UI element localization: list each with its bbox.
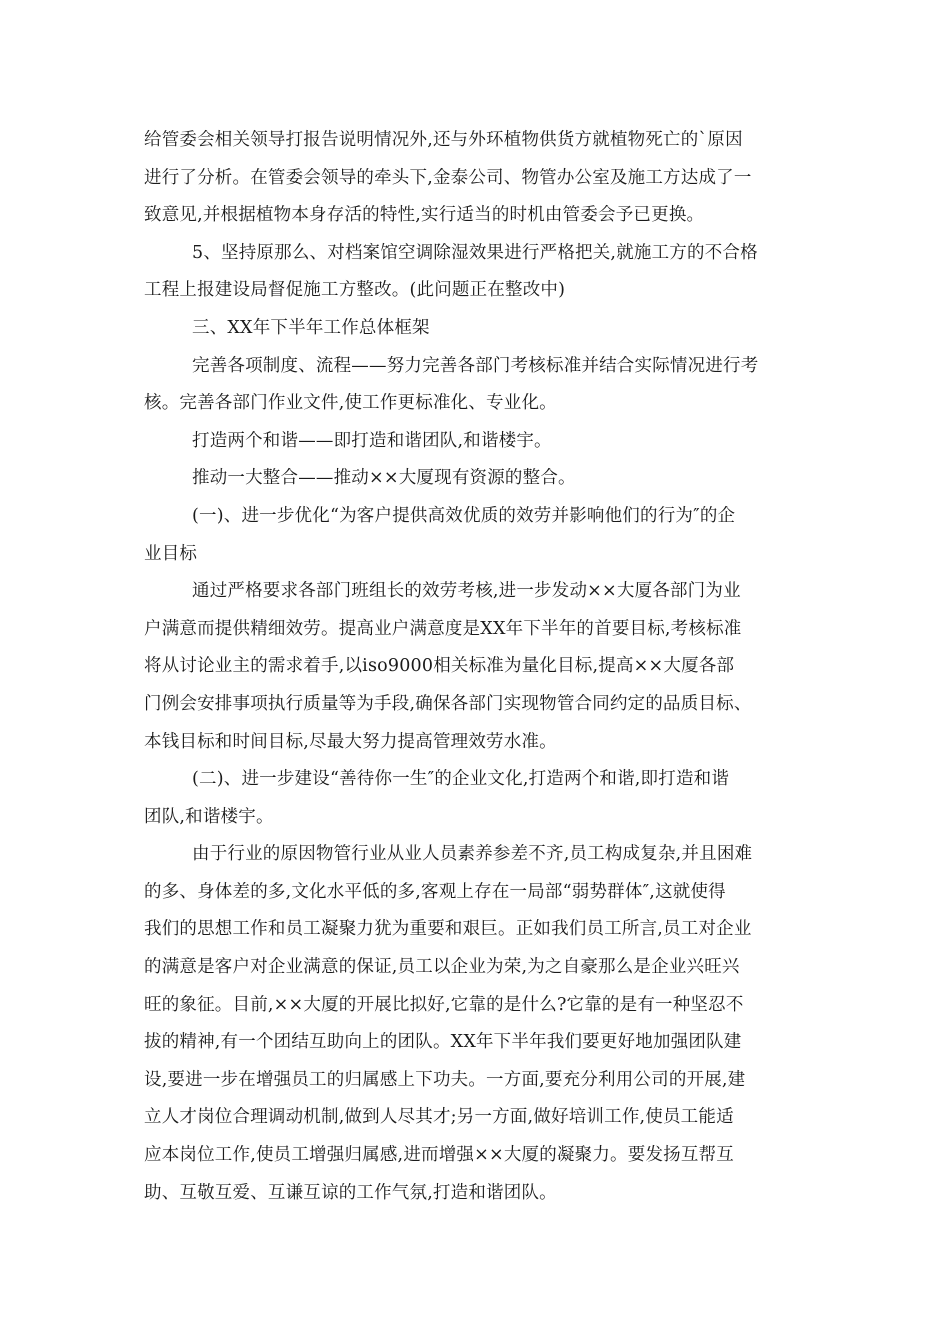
paragraph-line: 团队,和谐楼宇。	[144, 806, 274, 827]
paragraph-line: 立人才岗位合理调动机制,做到人尽其才;另一方面,做好培训工作,使员工能适	[144, 1107, 734, 1128]
paragraph-first-line: (一)、进一步优化“为客户提供高效优质的效劳并影响他们的行为″的企	[192, 505, 736, 526]
paragraph-first-line: 通过严格要求各部门班组长的效劳考核,进一步发动××大厦各部门为业	[192, 581, 741, 602]
paragraph-first-line: 由于行业的原因物管行业从业人员素养参差不齐,员工构成复杂,并且困难	[192, 844, 753, 865]
paragraph-line: 的多、身体差的多,文化水平低的多,客观上存在一局部“弱势群体″,这就使得	[144, 881, 726, 902]
paragraph-line: 致意见,并根据植物本身存活的特性,实行适当的时机由管委会予已更换。	[144, 205, 705, 226]
paragraph-first-line: 5、坚持原那么、对档案馆空调除湿效果进行严格把关,就施工方的不合格	[192, 242, 758, 263]
paragraph-line: 助、互敬互爱、互谦互谅的工作气氛,打造和谐团队。	[144, 1182, 557, 1203]
paragraph-first-line: 打造两个和谐——即打造和谐团队,和谐楼宇。	[192, 430, 552, 451]
paragraph-line: 进行了分析。在管委会领导的牵头下,金泰公司、物管办公室及施工方达成了一	[144, 167, 752, 188]
paragraph-line: 将从讨论业主的需求着手,以iso9000相关标准为量化目标,提高××大厦各部	[144, 656, 735, 677]
paragraph-line: 本钱目标和时间目标,尽最大努力提高管理效劳水准。	[144, 731, 557, 752]
paragraph-line: 的满意是客户对企业满意的保证,员工以企业为荣,为之自豪那么是企业兴旺兴	[144, 957, 740, 978]
paragraph-line: 应本岗位工作,使员工增强归属感,进而增强××大厦的凝聚力。要发扬互帮互	[144, 1145, 734, 1166]
paragraph-first-line: 三、XX年下半年工作总体框架	[192, 317, 430, 338]
paragraph-line: 业目标	[144, 543, 198, 564]
paragraph-line: 我们的思想工作和员工凝聚力犹为重要和艰巨。正如我们员工所言,员工对企业	[144, 919, 752, 940]
paragraph-line: 门例会安排事项执行质量等为手段,确保各部门实现物管合同约定的品质目标、	[144, 693, 752, 714]
paragraph-first-line: 推动一大整合——推动××大厦现有资源的整合。	[192, 468, 576, 489]
paragraph-line: 工程上报建设局督促施工方整改。(此问题正在整改中)	[144, 280, 566, 301]
paragraph-line: 核。完善各部门作业文件,使工作更标准化、专业化。	[144, 393, 557, 414]
paragraph-first-line: 完善各项制度、流程——努力完善各部门考核标准并结合实际情况进行考	[192, 355, 759, 376]
paragraph-line: 设,要进一步在增强员工的归属感上下功夫。一方面,要充分利用公司的开展,建	[144, 1069, 746, 1090]
document-body	[144, 122, 810, 1212]
paragraph-line: 拔的精神,有一个团结互助向上的团队。XX年下半年我们要更好地加强团队建	[144, 1032, 742, 1053]
paragraph-line: 给管委会相关领导打报告说明情况外,还与外环植物供货方就植物死亡的`原因	[144, 130, 743, 150]
paragraph-line: 户满意而提供精细效劳。提高业户满意度是XX年下半年的首要目标,考核标准	[144, 618, 742, 639]
paragraph-line: 旺的象征。目前,××大厦的开展比拟好,它靠的是什么?它靠的是有一种坚忍不	[144, 994, 744, 1015]
paragraph-first-line: (二)、进一步建设“善待你一生″的企业文化,打造两个和谐,即打造和谐	[192, 769, 730, 790]
